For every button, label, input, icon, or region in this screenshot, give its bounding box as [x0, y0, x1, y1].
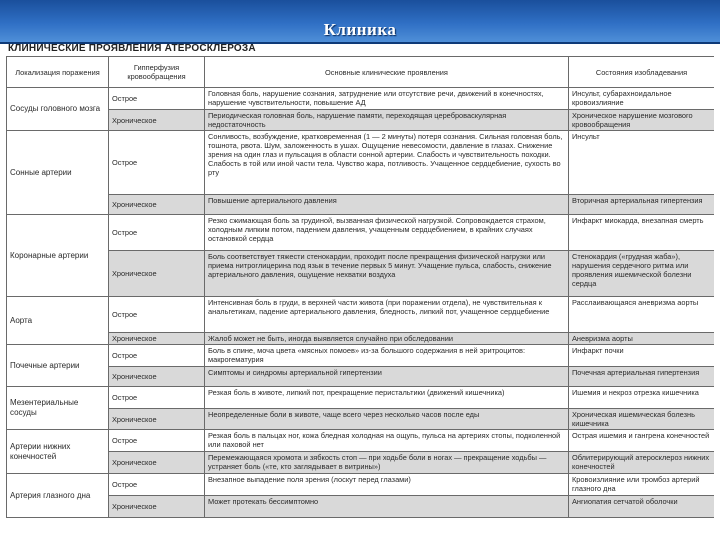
table-row	[7, 430, 715, 452]
outcome-cell: Инфаркт миокарда, внезапная смерть	[569, 215, 715, 251]
outcome-cell: Вторичная артериальная гипертензия	[569, 195, 715, 215]
outcome-cell: Ишемия и некроз отрезка кишечника	[569, 387, 715, 409]
table-row	[7, 195, 715, 215]
table-row	[7, 409, 715, 430]
table-row	[7, 251, 715, 297]
form-cell: Хроническое	[109, 110, 205, 131]
symptoms-cell: Резкая боль в животе, липкий пот, прекращение перистальтики (движений кишечника)	[205, 387, 569, 409]
outcome-cell: Инсульт, субарахноидальное кровоизлияние	[569, 88, 715, 110]
column-header-location: Локализация поражения	[7, 57, 109, 88]
outcome-cell: Ангиопатия сетчатой оболочки	[569, 496, 715, 518]
clinical-table	[6, 56, 714, 518]
symptoms-cell: Боль в спине, моча цвета «мясных помоев» из-за большого содержания в ней эритроцитов: макрогематурия	[205, 345, 569, 367]
table-row	[7, 88, 715, 110]
table-row	[7, 297, 715, 333]
column-header-form: Гипперфузия кровообращения	[109, 57, 205, 88]
table-row	[7, 345, 715, 367]
symptoms-cell: Повышение артериального давления	[205, 195, 569, 215]
location-cell: Почечные артерии	[7, 345, 109, 387]
symptoms-cell: Перемежающаяся хромота и зябкость стоп — при ходьбе боли в ногах — прекращение ходьбы — устраняет боль («те, кто заглядывает в витрины»)	[205, 452, 569, 474]
form-cell: Острое	[109, 131, 205, 195]
slide-header	[0, 0, 720, 44]
symptoms-cell: Периодическая головная боль, нарушение памяти, переходящая цереброваскулярная недостаточность	[205, 110, 569, 131]
outcome-cell: Кровоизлияние или тромбоз артерий глазного дна	[569, 474, 715, 496]
form-cell: Острое	[109, 430, 205, 452]
slide-title: Клиника	[323, 20, 397, 39]
outcome-cell: Стенокардия («грудная жаба»), нарушения сердечного ритма или проявления ишемической болезни сердца	[569, 251, 715, 297]
outcome-cell: Инфаркт почки	[569, 345, 715, 367]
form-cell: Хроническое	[109, 452, 205, 474]
form-cell: Острое	[109, 387, 205, 409]
outcome-cell: Инсульт	[569, 131, 715, 195]
form-cell: Хроническое	[109, 367, 205, 387]
table-row	[7, 367, 715, 387]
form-cell: Хроническое	[109, 195, 205, 215]
table-row	[7, 452, 715, 474]
outcome-cell: Почечная артериальная гипертензия	[569, 367, 715, 387]
symptoms-cell: Головная боль, нарушение сознания, затруднение или отсутствие речи, движений в конечностях, нарушение чувствительности, повышение АД	[205, 88, 569, 110]
symptoms-cell: Резкая боль в пальцах ног, кожа бледная холодная на ощупь, пульса на артериях стопы, подколенной или паховой нет	[205, 430, 569, 452]
symptoms-cell: Внезапное выпадение поля зрения (лоскут перед глазами)	[205, 474, 569, 496]
outcome-cell: Аневризма аорты	[569, 333, 715, 345]
symptoms-cell: Неопределенные боли в животе, чаще всего через несколько часов после еды	[205, 409, 569, 430]
location-cell: Аорта	[7, 297, 109, 345]
document-title: КЛИНИЧЕСКИЕ ПРОЯВЛЕНИЯ АТЕРОСКЛЕРОЗА	[8, 43, 256, 54]
form-cell: Острое	[109, 297, 205, 333]
table-header-row	[7, 57, 715, 88]
symptoms-cell: Жалоб может не быть, иногда выявляется случайно при обследовании	[205, 333, 569, 345]
symptoms-cell: Сонливость, возбуждение, кратковременная (1 — 2 минуты) потеря сознания. Сильная головная боль, тошнота, рвота. Шум, заложенность в ушах. Ощущение невесомости, давление в глазах. Снижение зрения на один глаз и пульсация в области сонной артерии. Слабость и чувствительность походки. Слабость в той или иной части тела. Чувство жара, потливость. Учащенное сердцебиение, сухость во рту	[205, 131, 569, 195]
form-cell: Острое	[109, 474, 205, 496]
outcome-cell: Расслаивающаяся аневризма аорты	[569, 297, 715, 333]
table-row	[7, 387, 715, 409]
table-row	[7, 215, 715, 251]
table-row	[7, 110, 715, 131]
location-cell: Мезентериальные сосуды	[7, 387, 109, 430]
location-cell: Артерия глазного дна	[7, 474, 109, 518]
form-cell: Хроническое	[109, 251, 205, 297]
symptoms-cell: Может протекать бессимптомно	[205, 496, 569, 518]
outcome-cell: Облитерирующий атеросклероз нижних конечностей	[569, 452, 715, 474]
table-row	[7, 131, 715, 195]
outcome-cell: Хроническая ишемическая болезнь кишечника	[569, 409, 715, 430]
outcome-cell: Острая ишемия и гангрена конечностей	[569, 430, 715, 452]
symptoms-cell: Интенсивная боль в груди, в верхней части живота (при поражении отдела), не чувствительная к анальгетикам, падение артериального давления, бледность, липкий пот, учащенное сердцебиение	[205, 297, 569, 333]
location-cell: Коронарные артерии	[7, 215, 109, 297]
symptoms-cell: Боль соответствует тяжести стенокардии, проходит после прекращения физической нагрузки или приема нитроглицерина под язык в течение первых 5 минут. Учащение пульса, слабость, снижение артериального давления, ощущение нехватки воздуха	[205, 251, 569, 297]
form-cell: Острое	[109, 345, 205, 367]
column-header-symptoms: Основные клинические проявления	[205, 57, 569, 88]
table-row	[7, 333, 715, 345]
form-cell: Острое	[109, 88, 205, 110]
outcome-cell: Хроническое нарушение мозгового кровообращения	[569, 110, 715, 131]
column-header-outcome: Состояния изобладевания	[569, 57, 715, 88]
form-cell: Хроническое	[109, 333, 205, 345]
table-row	[7, 496, 715, 518]
form-cell: Хроническое	[109, 496, 205, 518]
symptoms-cell: Симптомы и синдромы артериальной гипертензии	[205, 367, 569, 387]
location-cell: Артерии нижних конечностей	[7, 430, 109, 474]
form-cell: Хроническое	[109, 409, 205, 430]
symptoms-cell: Резко сжимающая боль за грудиной, вызванная физической нагрузкой. Сопровождается страхом, холодным липким потом, падением давления, учащенным сердцебиением, в крайних случаях остановкой сердца	[205, 215, 569, 251]
location-cell: Сонные артерии	[7, 131, 109, 215]
document-scan	[6, 42, 714, 540]
form-cell: Острое	[109, 215, 205, 251]
table-row	[7, 474, 715, 496]
location-cell: Сосуды головного мозга	[7, 88, 109, 131]
